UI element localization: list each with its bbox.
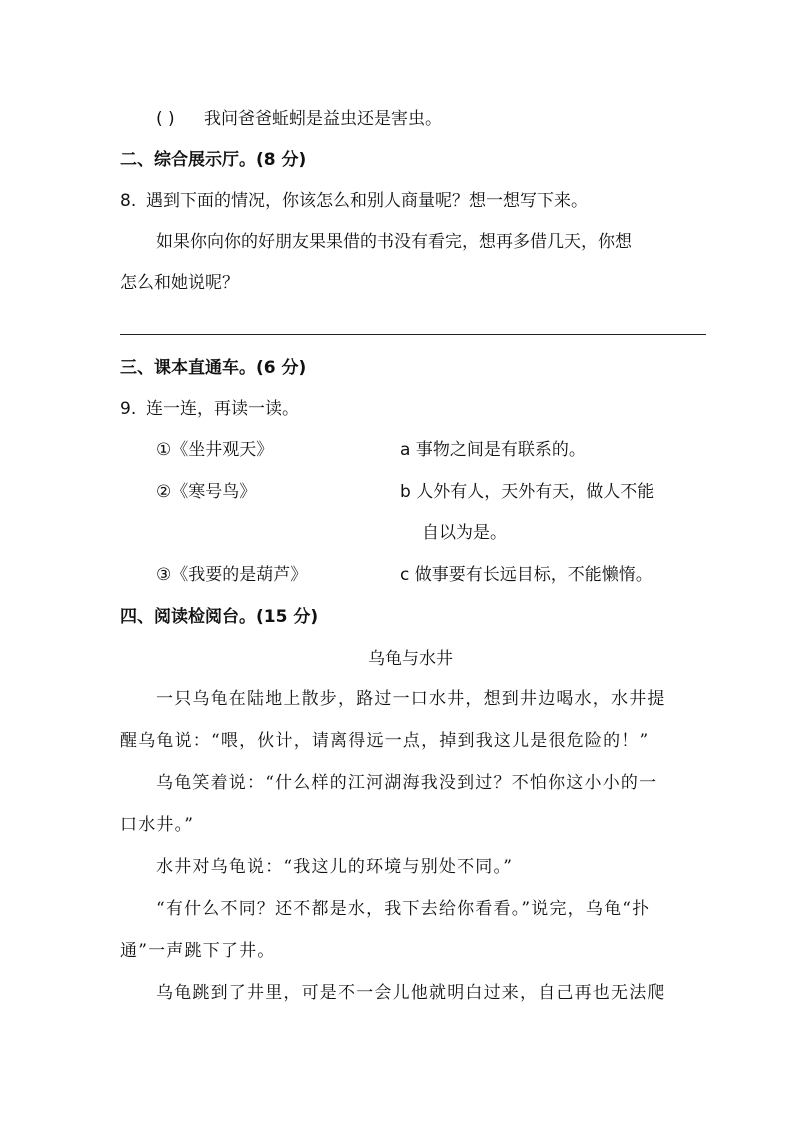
- story-title: 乌龟与水井: [368, 649, 453, 669]
- story-line-4: 口水井。”: [120, 815, 195, 835]
- question-9-prompt: 连一连，再读一读。: [146, 399, 299, 419]
- match-left-item-3[interactable]: ③《我要的是葫芦》: [156, 565, 308, 585]
- match-left-item-1[interactable]: ①《坐井观天》: [156, 440, 274, 460]
- section-4-heading: 四、阅读检阅台。(15 分): [120, 607, 319, 627]
- story-line-8: 乌龟跳到了井里，可是不一会儿他就明白过来，自己再也无法爬: [156, 983, 666, 1003]
- match-right-item-b[interactable]: b 人外有人，天外有天，做人不能: [400, 482, 655, 502]
- question-7-statement: 我问爸爸蚯蚓是益虫还是害虫。: [204, 109, 442, 129]
- match-right-item-a[interactable]: a 事物之间是有联系的。: [400, 440, 586, 460]
- match-left-item-2[interactable]: ②《寒号鸟》: [156, 482, 257, 502]
- question-8-scenario-line-2: 怎么和她说呢？: [120, 273, 239, 293]
- answer-bracket[interactable]: ( ): [156, 109, 175, 129]
- section-2-heading: 二、综合展示厅。(8 分): [120, 150, 307, 170]
- story-line-5: 水井对乌龟说：“我这儿的环境与别处不同。”: [156, 857, 514, 877]
- question-9-number: 9.: [120, 399, 137, 419]
- question-8-scenario-line-1: 如果你向你的好朋友果果借的书没有看完，想再多借几天，你想: [156, 232, 632, 252]
- answer-writing-line[interactable]: [120, 334, 706, 335]
- match-right-item-b-continued: 自以为是。: [422, 523, 507, 543]
- section-3-heading: 三、课本直通车。(6 分): [120, 358, 307, 378]
- question-8-number: 8.: [120, 191, 137, 211]
- match-right-item-c[interactable]: c 做事要有长远目标，不能懒惰。: [400, 565, 653, 585]
- story-line-7: 通”一声跳下了井。: [120, 941, 276, 961]
- story-line-6: “有什么不同？还不都是水，我下去给你看看。”说完，乌龟“扑: [156, 899, 651, 919]
- question-8-prompt: 遇到下面的情况，你该怎么和别人商量呢？想一想写下来。: [146, 191, 588, 211]
- story-line-1: 一只乌龟在陆地上散步，路过一口水井，想到井边喝水，水井提: [156, 689, 666, 709]
- story-line-3: 乌龟笑着说：“什么样的江河湖海我没到过？不怕你这小小的一: [156, 773, 658, 793]
- story-line-2: 醒乌龟说：“喂，伙计，请离得远一点，掉到我这儿是很危险的！”: [120, 731, 650, 751]
